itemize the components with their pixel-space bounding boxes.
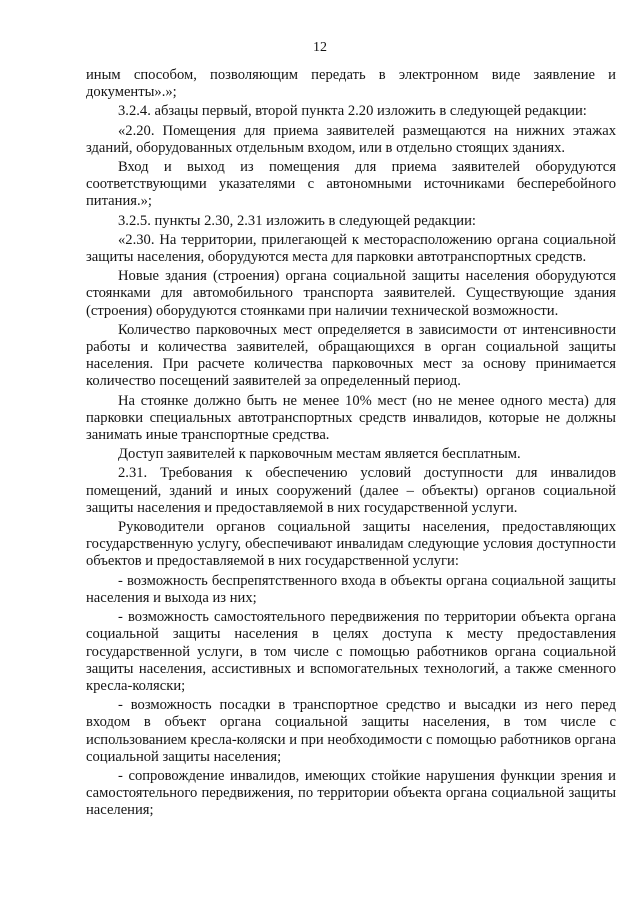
list-item-escort: - сопровождение инвалидов, имеющих стойкие нарушения функции зрения и самостоятельного передвижения, по территории объекта органа социальной защиты населения; (86, 767, 616, 819)
paragraph-continuation: иным способом, позволяющим передать в электронном виде заявление и документы».»; (86, 67, 616, 101)
paragraph-parking-count: Количество парковочных мест определяется в зависимости от интенсивности работы и количества заявителей, обращающихся в орган социальной защиты населения. При расчете количества парковочных мест за основу принимается количество посещений заявителей за определенный период. (86, 321, 616, 390)
paragraph-disabled-parking: На стоянке должно быть не менее 10% мест (но не менее одного места) для парковки специальных автотранспортных средств инвалидов, которые не должны занимать иные транспортные средства. (86, 392, 616, 444)
paragraph-3-2-4: 3.2.4. абзацы первый, второй пункта 2.20 изложить в следующей редакции: (118, 103, 587, 120)
page-number: 12 (313, 40, 327, 55)
paragraph-entrance-exit: Вход и выход из помещения для приема заявителей оборудуются соответствующими указателями с автономными источниками бесперебойного питания.»; (86, 159, 616, 210)
list-item-entry-exit: - возможность беспрепятственного входа в объекты органа социальной защиты населения и выхода из них; (86, 572, 616, 606)
paragraph-2-31: 2.31. Требования к обеспечению условий доступности для инвалидов помещений, зданий и иных сооружений (далее – объекты) органов социальной защиты населения и предоставляемой в них государственной услуги. (86, 465, 616, 516)
paragraph-new-buildings: Новые здания (строения) органа социальной защиты населения оборудуются стоянками для автомобильного транспорта заявителей. Существующие здания (строения) оборудуются стоянками при наличии технической возможности. (86, 268, 616, 319)
list-item-transport: - возможность посадки в транспортное средство и высадки из него перед входом в объект органа социальной защиты населения, в том числе с использованием кресла-коляски и при необходимости с помощью работников органа социальной защиты населения; (86, 697, 616, 765)
list-item-movement: - возможность самостоятельного передвижения по территории объекта органа социальной защиты населения в целях доступа к месту предоставления государственной услуги, в том числе с помощью работников органа социальной защиты населения, ассистивных и вспомогательных технологий, а также сменного кресла-коляски; (86, 609, 616, 694)
paragraph-3-2-5: 3.2.5. пункты 2.30, 2.31 изложить в следующей редакции: (118, 212, 476, 229)
paragraph-2-30: «2.30. На территории, прилегающей к месторасположению органа социальной защиты населения, оборудуются места для парковки автотранспортных средств. (86, 231, 616, 266)
paragraph-managers: Руководители органов социальной защиты населения, предоставляющих государственную услугу, обеспечивают инвалидам следующие условия доступности объектов и предоставляемой в них государственной услуги: (86, 519, 616, 570)
paragraph-2-20: «2.20. Помещения для приема заявителей размещаются на нижних этажах зданий, оборудованных отдельным входом, или в отдельно стоящих зданиях. (86, 122, 616, 156)
paragraph-free-access: Доступ заявителей к парковочным местам является бесплатным. (118, 446, 521, 463)
document-body (86, 67, 616, 822)
